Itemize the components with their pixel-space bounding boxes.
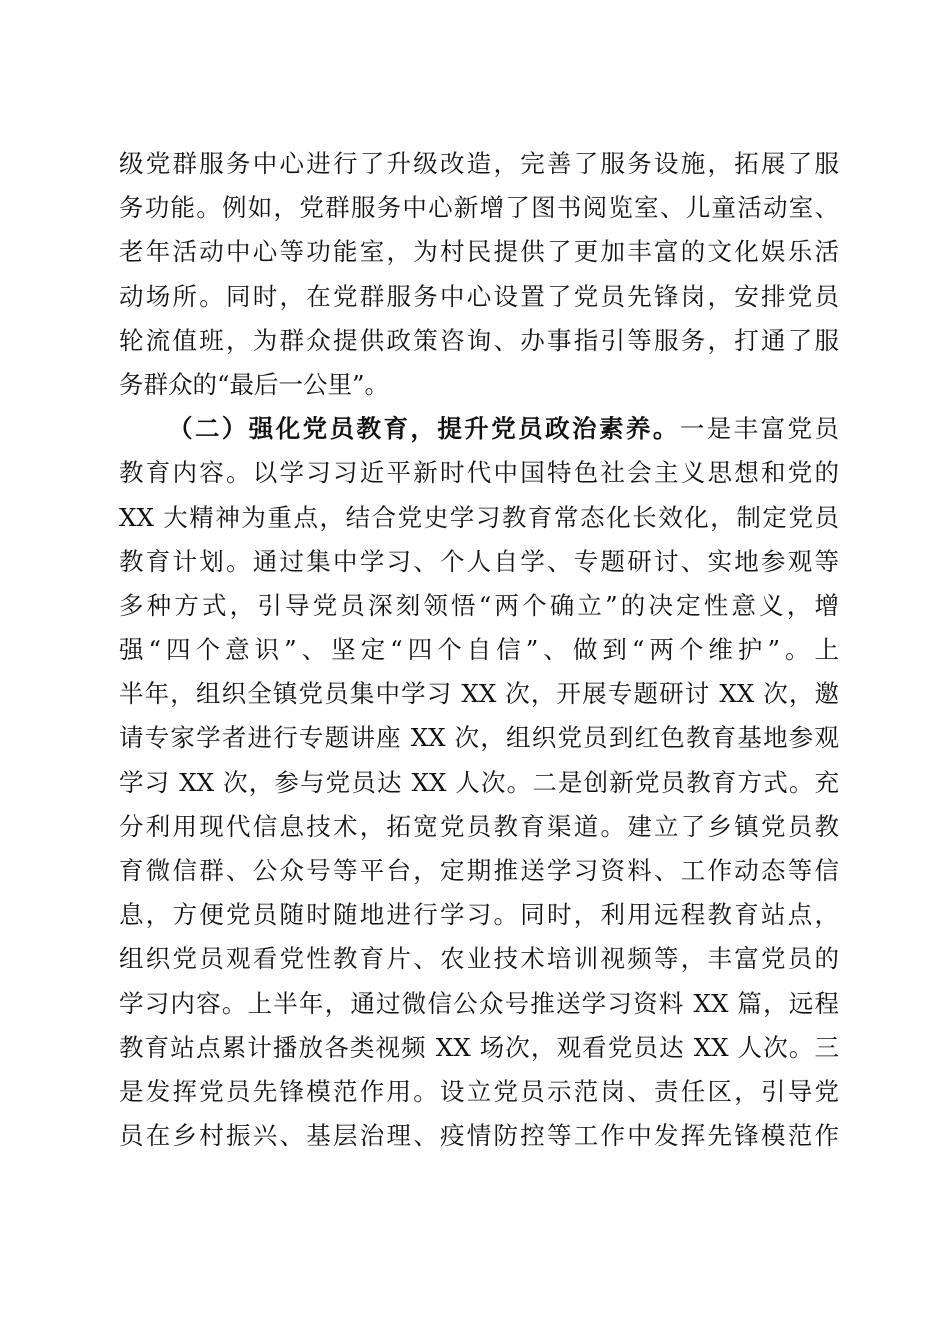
text-line: 员在乡村振兴、基层治理、疫情防控等工作中发挥先锋模范作 [119, 1121, 839, 1151]
text-line: 教育计划。通过集中学习、个人自学、专题研讨、实地参观等 [119, 546, 839, 576]
text-line: 老年活动中心等功能室，为村民提供了更加丰富的文化娱乐活 [119, 237, 839, 267]
text-line: 强“四个意识”、坚定“四个自信”、做到“两个维护”。上 [119, 635, 839, 665]
text-line: 是发挥党员先锋模范作用。设立党员示范岗、责任区，引导党 [119, 1076, 839, 1106]
text-line: 教育内容。以学习习近平新时代中国特色社会主义思想和党的 [119, 458, 839, 488]
section-heading: （二）强化党员教育，提升党员政治素养。 [168, 414, 680, 444]
text-line: 动场所。同时，在党群服务中心设置了党员先锋岗，安排党员 [119, 281, 839, 311]
text-line: 务功能。例如，党群服务中心新增了图书阅览室、儿童活动室、 [119, 193, 839, 223]
text-line: 级党群服务中心进行了升级改造，完善了服务设施，拓展了服 [119, 149, 839, 178]
text-line: 半年，组织全镇党员集中学习 XX 次，开展专题研讨 XX 次，邀 [119, 679, 839, 709]
text-line: XX 大精神为重点，结合党史学习教育常态化长效化，制定党员 [119, 502, 839, 532]
text-line: 学习 XX 次，参与党员达 XX 人次。二是创新党员教育方式。充 [119, 767, 839, 797]
text-line: 学习内容。上半年，通过微信公众号推送学习资料 XX 篇，远程 [119, 988, 839, 1018]
text-line: 轮流值班，为群众提供政策咨询、办事指引等服务，打通了服 [119, 325, 839, 355]
text-line: 务群众的“最后一公里”。 [119, 369, 390, 399]
text-line: 请专家学者进行专题讲座 XX 次，组织党员到红色教育基地参观 [119, 723, 839, 753]
section-heading-line [119, 407, 839, 451]
text-line: 教育站点累计播放各类视频 XX 场次，观看党员达 XX 人次。三 [119, 1032, 839, 1062]
text-line: 多种方式，引导党员深刻领悟“两个确立”的决定性意义，增 [119, 590, 839, 620]
text-span: 一是丰富党员 [679, 414, 839, 444]
text-line: 组织党员观看党性教育片、农业技术培训视频等，丰富党员的 [119, 944, 839, 974]
text-line: 分利用现代信息技术，拓宽党员教育渠道。建立了乡镇党员教 [119, 811, 839, 841]
text-line: 育微信群、公众号等平台，定期推送学习资料、工作动态等信 [119, 856, 839, 885]
body-text [119, 142, 839, 1158]
text-line: 息，方便党员随时随地进行学习。同时，利用远程教育站点， [119, 900, 839, 930]
